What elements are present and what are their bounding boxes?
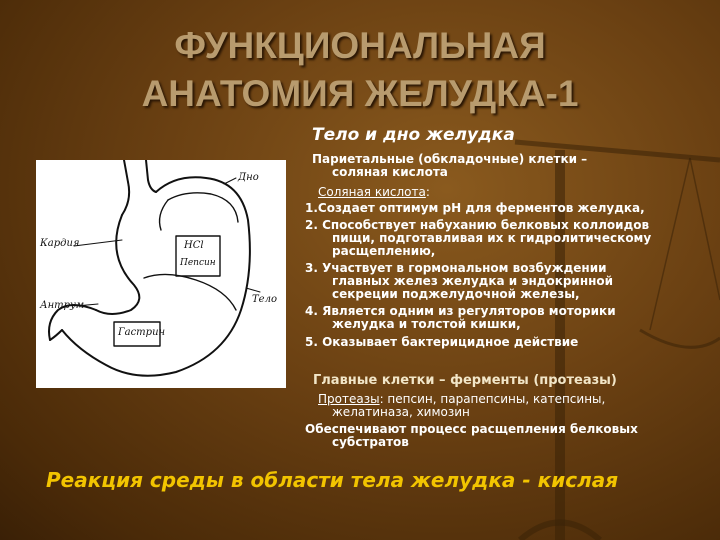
label-kardiya: Кардия: [40, 238, 80, 249]
acid-item-3-line-3: секреции поджелудочной железы,: [332, 287, 580, 301]
proteases-line-2: желатиназа, химозин: [332, 405, 470, 419]
acid-item-3-line-2: главных желез желудка и эндокринной: [332, 274, 614, 288]
acid-item-4-line-1: 4. Является одним из регуляторов моторики: [305, 304, 616, 318]
stomach-outline: [36, 160, 286, 388]
acid-heading: [318, 186, 430, 199]
label-hcl: НСl: [184, 240, 204, 251]
label-gastrin: Гастрин: [118, 327, 166, 338]
page-title: [0, 22, 720, 118]
acid-item-2-line-3: расщеплению,: [332, 244, 436, 258]
section-heading-body-fundus: Тело и дно желудка: [312, 125, 515, 145]
acid-item-5-line-1: 5. Оказывает бактерицидное действие: [305, 335, 579, 349]
acid-item-1-line-1: 1.Создает оптимум pH для ферментов желудка,: [305, 201, 645, 215]
acid-heading-label: Соляная кислота: [318, 185, 426, 199]
parietal-cells-line-2: соляная кислота: [332, 165, 448, 179]
acid-item-2-line-1: 2. Способствует набуханию белковых коллоидов: [305, 218, 650, 232]
acid-item-4-line-2: желудка и толстой кишки,: [332, 317, 521, 331]
label-antrum: Антрум: [40, 300, 85, 311]
parietal-cells-line-1: Париетальные (обкладочные) клетки –: [312, 152, 588, 166]
stomach-diagram: [36, 160, 286, 388]
acid-item-3-line-1: 3. Участвует в гормональном возбуждении: [305, 261, 607, 275]
acid-item-2-line-2: пищи, подготавливая их к гидролитическому: [332, 231, 652, 245]
label-dno: Дно: [238, 172, 259, 183]
title-line-1: ФУНКЦИОНАЛЬНАЯ: [174, 25, 546, 66]
title-line-2: АНАТОМИЯ ЖЕЛУДКА-1: [141, 73, 579, 114]
provide-line-2: субстратов: [332, 435, 409, 449]
chief-cells-heading: Главные клетки – ферменты (протеазы): [313, 373, 617, 388]
proteases-label: Протеазы: [318, 392, 380, 406]
label-telo: Тело: [252, 294, 277, 305]
provide-line-1: Обеспечивают процесс расщепления белковых: [305, 422, 638, 436]
label-pepsin: Пепсин: [180, 258, 216, 268]
acidity-conclusion: Реакция среды в области тела желудка - кислая: [46, 468, 619, 492]
acid-heading-colon: :: [425, 185, 430, 199]
proteases-list: : пепсин, парапепсины, катепсины,: [379, 392, 606, 406]
